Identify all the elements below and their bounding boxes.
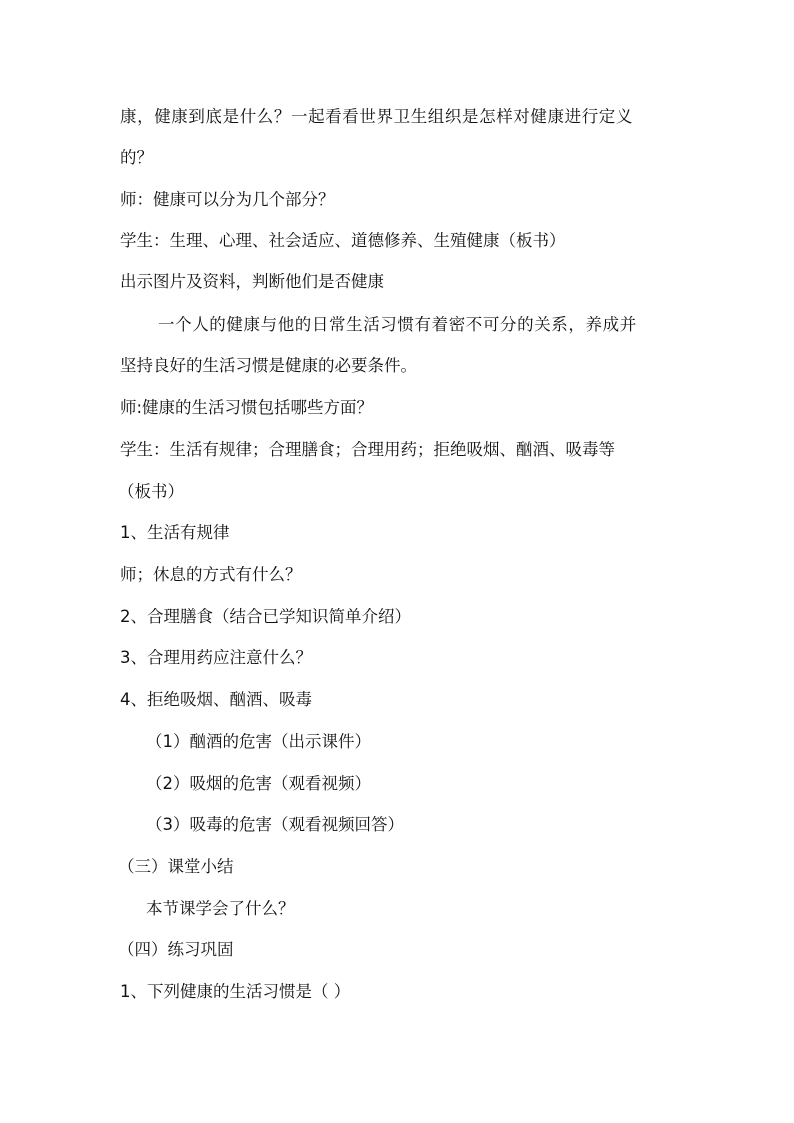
list-item: 3、合理用药应注意什么？	[120, 648, 312, 667]
paragraph-line: 的？	[120, 148, 153, 167]
list-item: 4、拒绝吸烟、酗酒、吸毒	[120, 690, 312, 709]
section-heading: （四）练习巩固	[118, 940, 234, 959]
paragraph-line: 一个人的健康与他的日常生活习惯有着密不可分的关系，养成并	[158, 315, 637, 334]
sub-list-item: （2）吸烟的危害（观看视频）	[146, 774, 371, 793]
sub-list-item: （1）酗酒的危害（出示课件）	[146, 732, 371, 751]
section-heading: （三）课堂小结	[118, 857, 234, 876]
question-item: 1、下列健康的生活习惯是（ ）	[120, 982, 351, 1001]
paragraph-line: 师:健康的生活习惯包括哪些方面？	[120, 398, 374, 417]
paragraph-line: 坚持良好的生活习惯是健康的必要条件。	[120, 356, 417, 375]
paragraph-line: 学生：生理、心理、社会适应、道德修养、生殖健康（板书）	[120, 231, 566, 250]
paragraph-line: 康，健康到底是什么？一起看看世界卫生组织是怎样对健康进行定义	[120, 107, 633, 126]
list-item: 2、合理膳食（结合已学知识简单介绍）	[120, 607, 411, 626]
paragraph-line: 学生：生活有规律；合理膳食；合理用药；拒绝吸烟、酗酒、吸毒等	[120, 440, 615, 459]
paragraph-line: 本节课学会了什么？	[146, 899, 295, 918]
sub-list-item: （3）吸毒的危害（观看视频回答）	[146, 815, 404, 834]
paragraph-line: （板书）	[118, 482, 184, 501]
list-item: 1、生活有规律	[120, 523, 230, 542]
paragraph-line: 师：健康可以分为几个部分？	[120, 190, 335, 209]
paragraph-line: 师；休息的方式有什么？	[120, 565, 302, 584]
paragraph-line: 出示图片及资料，判断他们是否健康	[120, 272, 384, 291]
